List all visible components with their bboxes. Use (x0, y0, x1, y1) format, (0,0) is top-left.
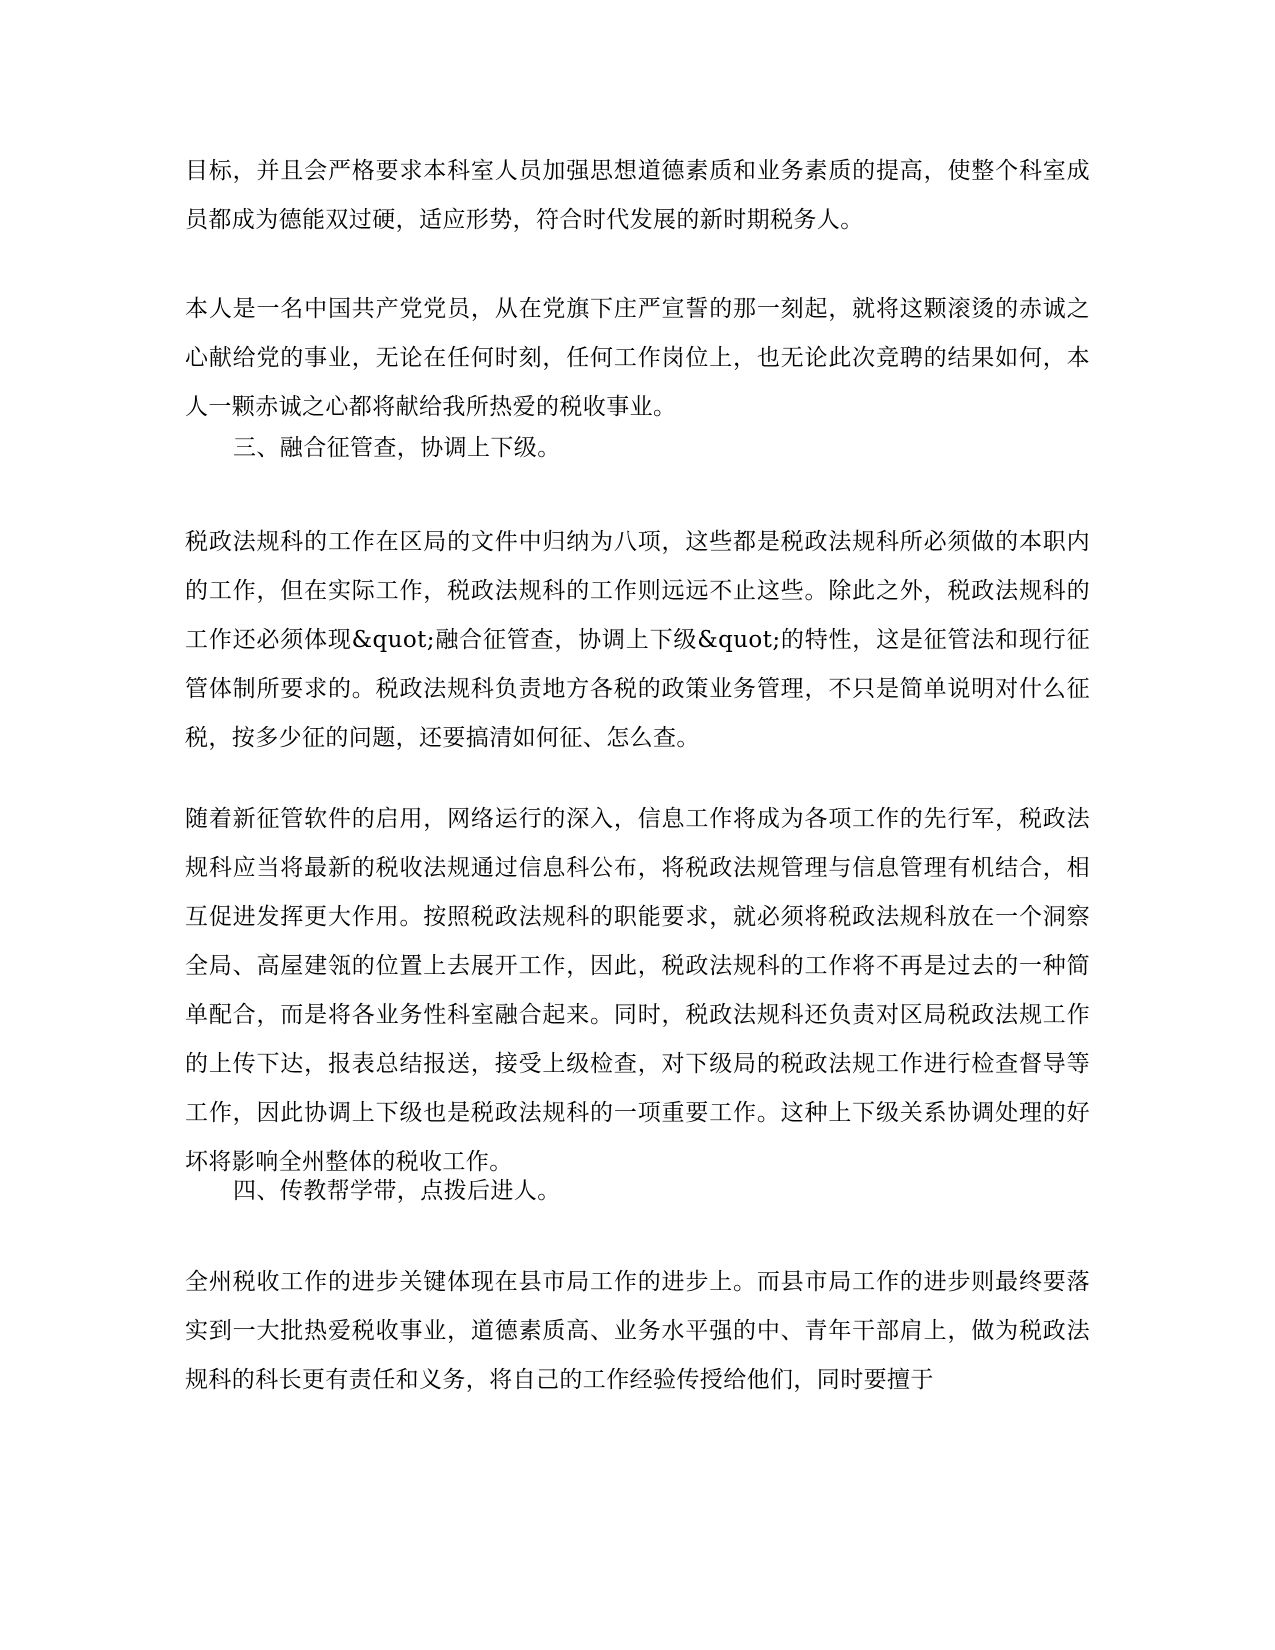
paragraph-tax-law-duties: 税政法规科的工作在区局的文件中归纳为八项，这些都是税政法规科所必须做的本职内的工作，但在实际工作，税政法规科的工作则远远不止这些。除此之外，税政法规科的工作还必须体现&quot;融合征管查，协调上下级&quot;的特性，这是征管法和现行征管体制所要求的。税政法规科负责地方各税的政策业务管理，不只是简单说明对什么征税，按多少征的问题，还要搞清如何征、怎么查。 (185, 529, 1090, 751)
paragraph-county-progress: 全州税收工作的进步关键体现在县市局工作的进步上。而县市局工作的进步则最终要落实到一大批热爱税收事业，道德素质高、业务水平强的中、青年干部肩上，做为税政法规科的科长更有责任和义务，将自己的工作经验传授给他们，同时要擅于 (185, 1269, 1090, 1393)
section-heading-4: 四、传教帮学带，点拨后进人。 (233, 1178, 561, 1204)
paragraph-information-work: 随着新征管软件的启用，网络运行的深入，信息工作将成为各项工作的先行军，税政法规科应当将最新的税收法规通过信息科公布，将税政法规管理与信息管理有机结合，相互促进发挥更大作用。按照税政法规科的职能要求，就必须将税政法规科放在一个洞察全局、高屋建瓴的位置上去展开工作，因此，税政法规科的工作将不再是过去的一种简单配合，而是将各业务性科室融合起来。同时，税政法规科还负责对区局税政法规工作的上传下达，报表总结报送，接受上级检查，对下级局的税政法规工作进行检查督导等工作，因此协调上下级也是税政法规科的一项重要工作。这种上下级关系协调处理的好坏将影响全州整体的税收工作。 (185, 806, 1090, 1175)
section-heading-3: 三、融合征管查，协调上下级。 (233, 435, 561, 461)
paragraph-goal: 目标，并且会严格要求本科室人员加强思想道德素质和业务素质的提高，使整个科室成员都成为德能双过硬，适应形势，符合时代发展的新时期税务人。 (185, 158, 1090, 233)
paragraph-party-member: 本人是一名中国共产党党员，从在党旗下庄严宣誓的那一刻起，就将这颗滚烫的赤诚之心献给党的事业，无论在任何时刻，任何工作岗位上，也无论此次竞聘的结果如何，本人一颗赤诚之心都将献给我所热爱的税收事业。 (185, 296, 1090, 420)
